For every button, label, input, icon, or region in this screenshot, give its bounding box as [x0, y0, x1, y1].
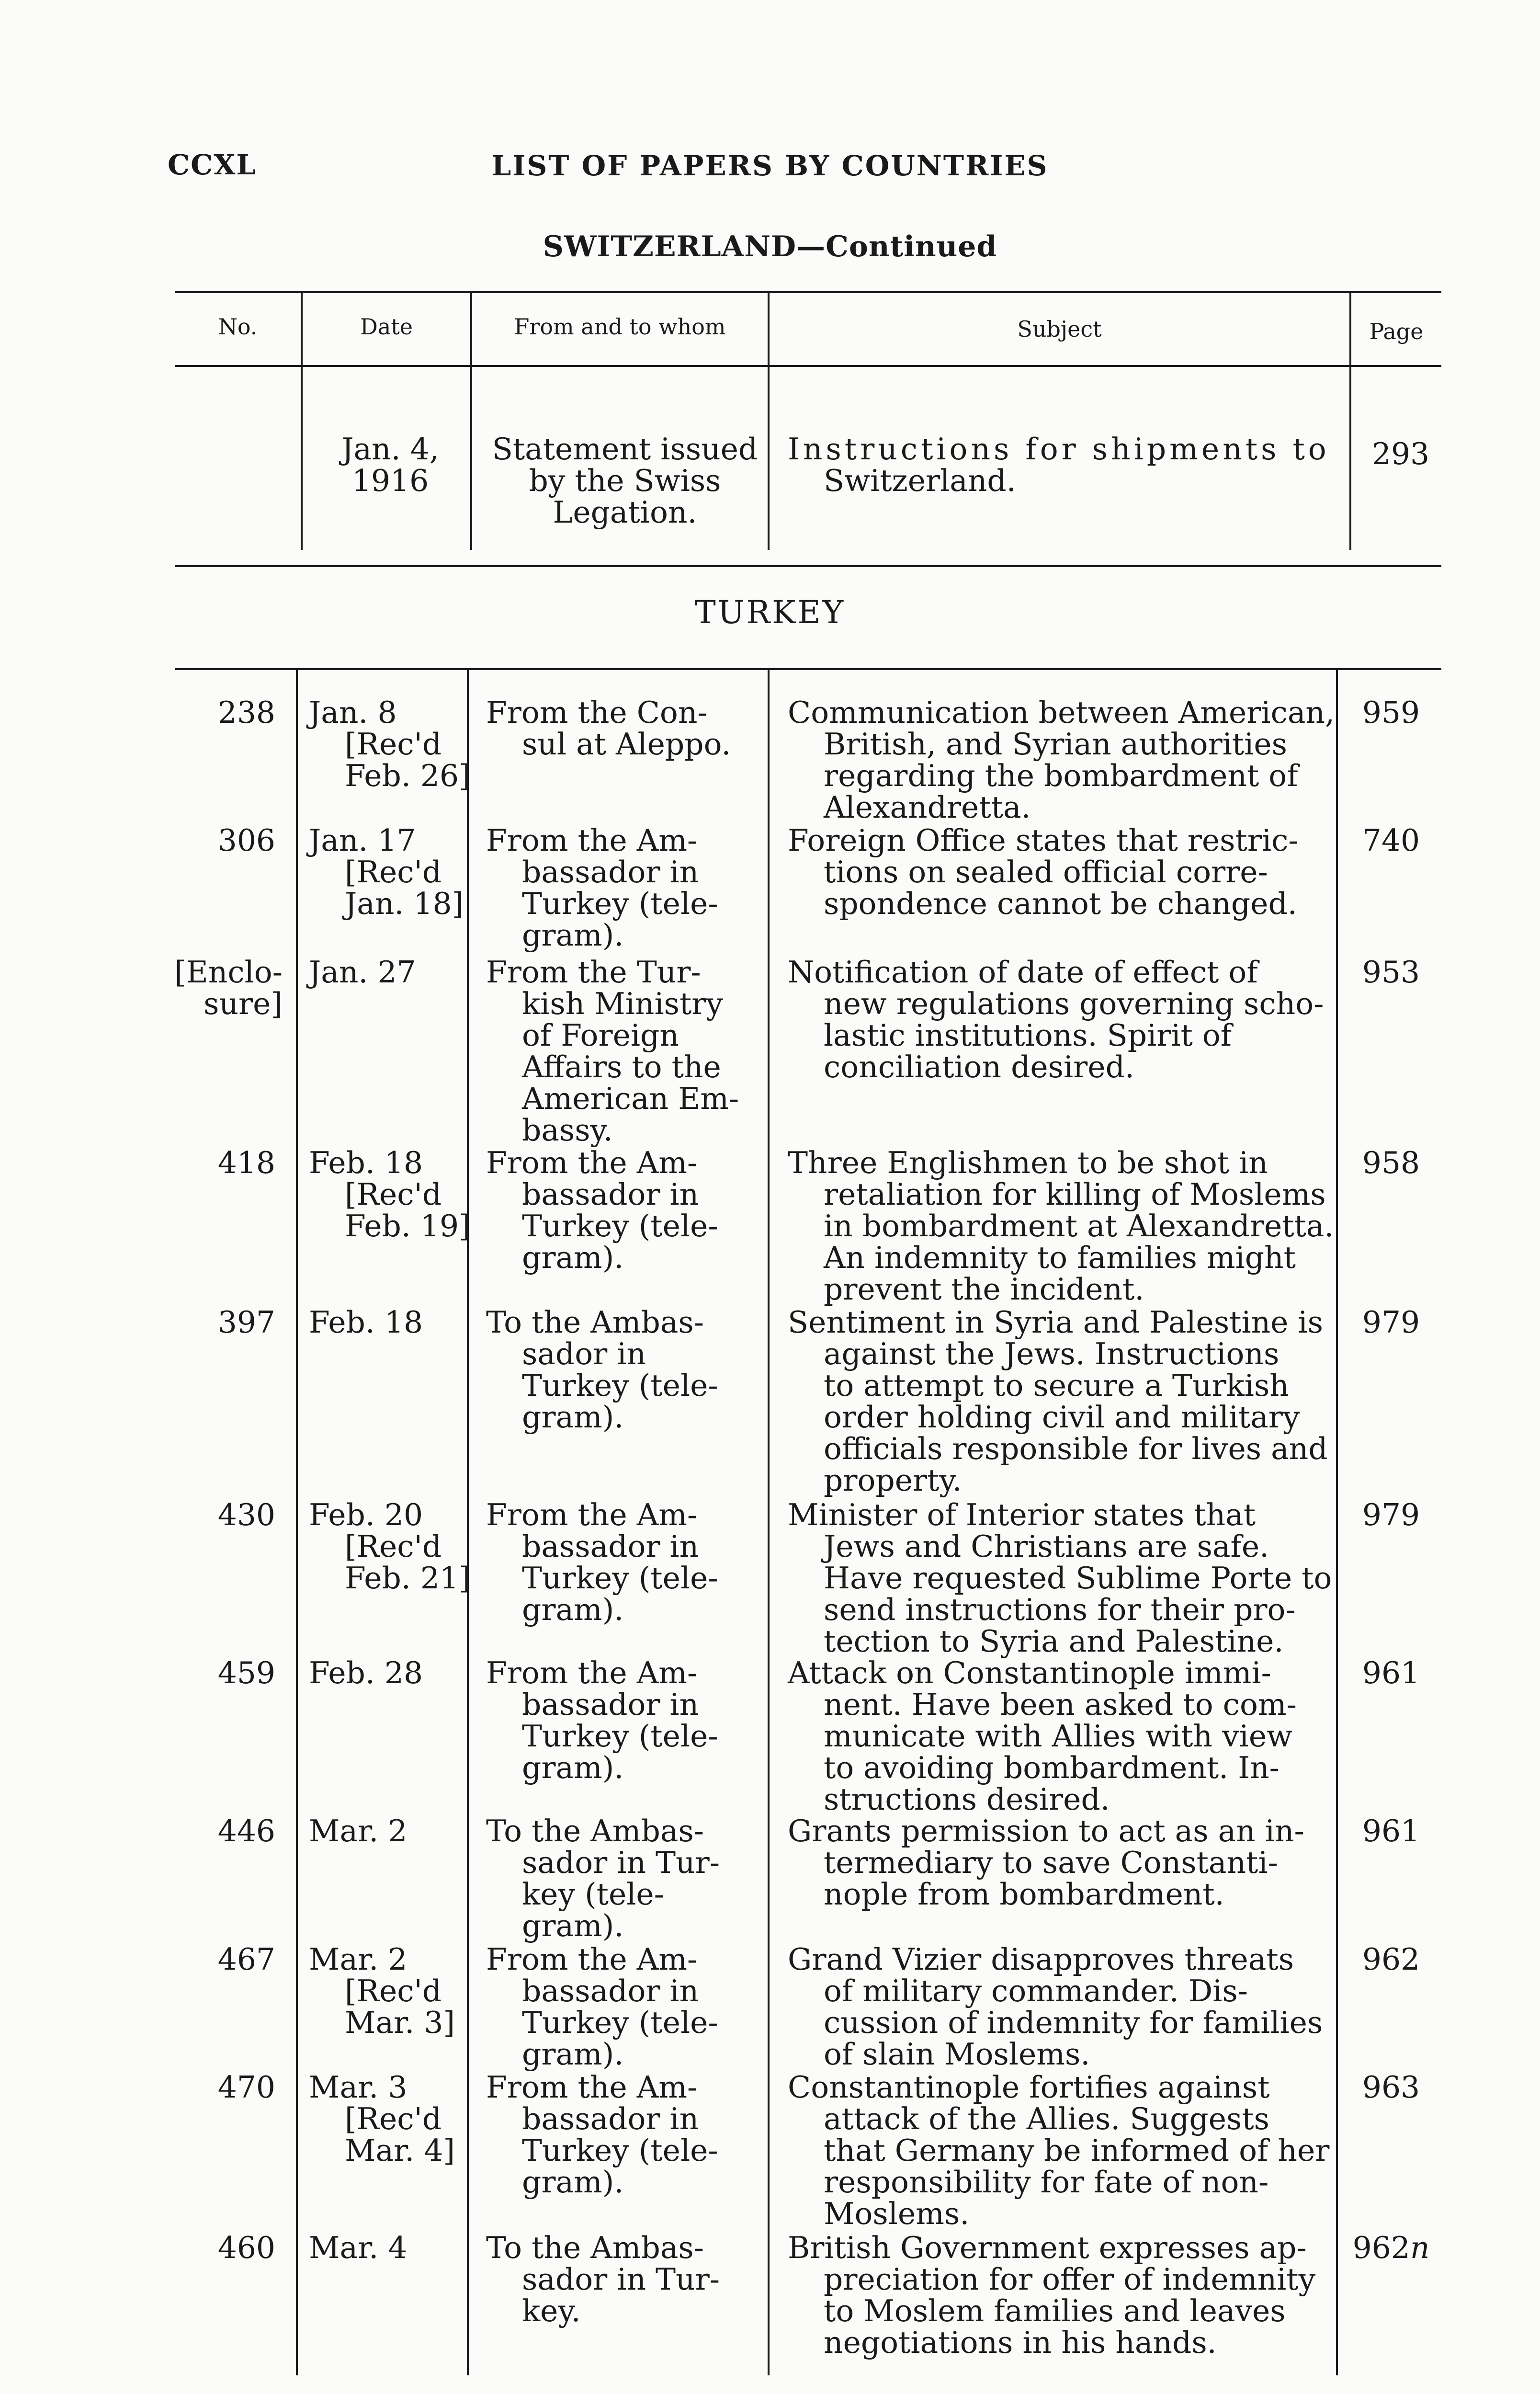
entry-number: 238	[217, 695, 275, 730]
entry-subject: Sentiment in Syria and Palestine is against the Jews. Instructions to attempt to secure a Turkish order holding civil and military officials responsible for lives and property.	[788, 1305, 1328, 1498]
entry-number: 306	[217, 823, 275, 858]
entry-date: Jan. 17 [Rec'd Jan. 18]	[309, 823, 464, 921]
table-header-rule	[175, 365, 1441, 367]
entry-from: From the Am- bassador in Turkey (tele- gram).	[486, 1942, 718, 2072]
section-title-switzerland: SWITZERLAND—Continued	[543, 230, 997, 263]
entry-number: 430	[217, 1497, 275, 1532]
entry-page: 740	[1362, 823, 1420, 858]
entry-from: From the Tur- kish Ministry of Foreign Affairs to the American Em- bassy.	[486, 955, 739, 1148]
entry-from: From the Am- bassador in Turkey (tele- gram).	[486, 823, 718, 953]
entry-page: 962n	[1352, 2230, 1430, 2265]
entry-page: 958	[1362, 1145, 1420, 1180]
entry-date: Jan. 27	[309, 955, 416, 990]
swiss-row-from: Statement issued by the Swiss Legation.	[492, 432, 758, 530]
column-header-no: No.	[218, 314, 258, 340]
swiss-row-subject: Instructions for shipments to Switzerland.	[788, 432, 1330, 498]
entry-subject: Minister of Interior states that Jews and Christians are safe. Have requested Sublime Porte to send instructions for their pro- tection to Syria and Palestine.	[788, 1497, 1332, 1659]
entry-subject: British Government expresses ap- preciation for offer of indemnity to Moslem families and leaves negotiations in his hands.	[788, 2230, 1316, 2360]
column-header-subject: Subject	[1017, 316, 1102, 342]
entry-subject: Communication between American, British, and Syrian authorities regarding the bombardment of Alexandretta.	[788, 695, 1335, 825]
column-header-date: Date	[360, 314, 413, 340]
entry-date: Mar. 2 [Rec'd Mar. 3]	[309, 1942, 455, 2040]
entry-page: 979	[1362, 1497, 1420, 1532]
column-divider	[1336, 670, 1338, 2375]
entry-from: From the Am- bassador in Turkey (tele- gram).	[486, 2070, 718, 2200]
entry-date: Mar. 2	[309, 1813, 408, 1848]
entry-number: 467	[217, 1942, 275, 1977]
entry-number: 397	[217, 1305, 275, 1340]
entry-from: From the Am- bassador in Turkey (tele- gram).	[486, 1655, 718, 1785]
entry-date: Mar. 4	[309, 2230, 408, 2265]
entry-page: 979	[1362, 1305, 1420, 1340]
column-divider	[768, 670, 770, 2375]
entry-number: 460	[217, 2230, 275, 2265]
entry-number: 418	[217, 1145, 275, 1180]
entry-number: 459	[217, 1655, 275, 1690]
running-title: LIST OF PAPERS BY COUNTRIES	[491, 149, 1049, 182]
entry-page: 963	[1362, 2070, 1420, 2105]
swiss-row-page: 293	[1371, 436, 1430, 471]
column-header-page: Page	[1369, 319, 1424, 344]
section-title-turkey: TURKEY	[694, 594, 846, 631]
entry-number: 446	[217, 1813, 275, 1848]
entry-subject: Foreign Office states that restric- tions on sealed official corre- spondence cannot be changed.	[788, 823, 1299, 921]
entry-from: From the Con- sul at Aleppo.	[486, 695, 731, 762]
entry-date: Feb. 20 [Rec'd Feb. 21]	[309, 1497, 471, 1596]
page-number: CCXL	[168, 148, 257, 181]
entry-date: Feb. 18 [Rec'd Feb. 19]	[309, 1145, 471, 1243]
section-rule	[175, 668, 1441, 670]
entry-from: From the Am- bassador in Turkey (tele- gram).	[486, 1145, 718, 1275]
entry-subject: Constantinople fortifies against attack of the Allies. Suggests that Germany be informed of her responsibility for fate of non- Moslems.	[788, 2070, 1330, 2231]
entry-number: [Enclo- sure]	[174, 955, 283, 1021]
entry-page: 961	[1362, 1813, 1420, 1848]
entry-page: 961	[1362, 1655, 1420, 1690]
section-rule	[175, 565, 1441, 567]
column-divider	[467, 670, 469, 2375]
entry-subject: Three Englishmen to be shot in retaliation for killing of Moslems in bombardment at Alexandretta. An indemnity to families might prevent the incident.	[788, 1145, 1334, 1307]
entry-subject: Notification of date of effect of new regulations governing scho- lastic institutions. Spirit of conciliation desired.	[788, 955, 1324, 1084]
entry-from: To the Ambas- sador in Turkey (tele- gram).	[486, 1305, 718, 1435]
column-divider	[296, 670, 298, 2375]
entry-date: Mar. 3 [Rec'd Mar. 4]	[309, 2070, 455, 2168]
entry-date: Jan. 8 [Rec'd Feb. 26]	[309, 695, 471, 793]
entry-page: 959	[1362, 695, 1420, 730]
entry-page: 962	[1362, 1942, 1420, 1977]
entry-subject: Grand Vizier disapproves threats of military commander. Dis- cussion of indemnity for families of slain Moslems.	[788, 1942, 1323, 2072]
entry-date: Feb. 18	[309, 1305, 423, 1340]
entry-from: To the Ambas- sador in Tur- key.	[486, 2230, 720, 2328]
entry-subject: Attack on Constantinople immi- nent. Have been asked to com- municate with Allies with view to avoiding bombardment. In- structions desired.	[788, 1655, 1297, 1817]
entry-from: From the Am- bassador in Turkey (tele- gram).	[486, 1497, 718, 1627]
table-top-rule	[175, 291, 1441, 293]
entry-from: To the Ambas- sador in Tur- key (tele- gram).	[486, 1813, 720, 1943]
swiss-row-date: Jan. 4, 1916	[341, 432, 439, 498]
entry-page: 953	[1362, 955, 1420, 990]
entry-number: 470	[217, 2070, 275, 2105]
column-header-from: From and to whom	[514, 314, 726, 340]
entry-date: Feb. 28	[309, 1655, 423, 1690]
entry-subject: Grants permission to act as an in- termediary to save Constanti- nople from bombardment.	[788, 1813, 1304, 1912]
